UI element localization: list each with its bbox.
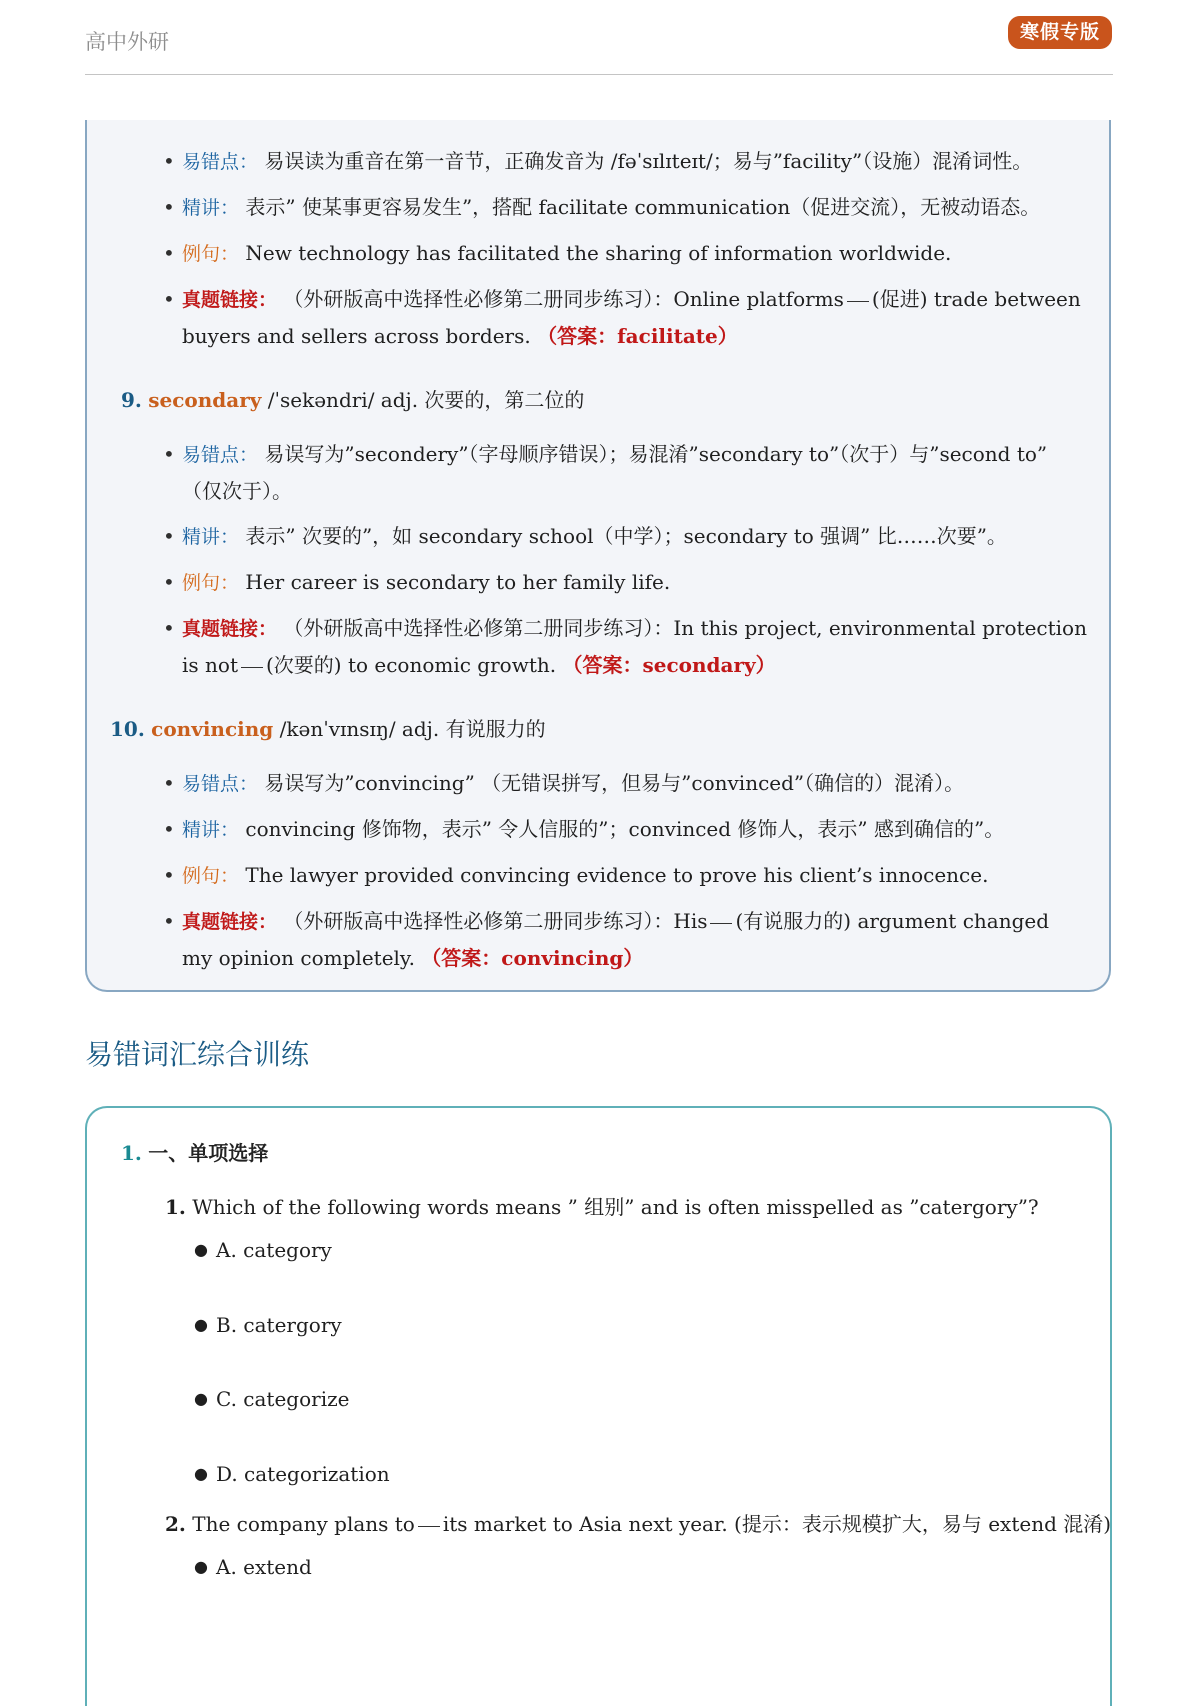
answer-text: （答案：facilitate） xyxy=(537,324,738,348)
entry10-exam-link: • 真题链接： （外研版高中选择性必修第二册同步练习）：His (有说服力的) argument changed my opinion completely. （答案：convincing） xyxy=(163,909,1050,970)
entry8-pitfall: • 易错点： 易误读为重音在第一音节，正确发音为 /fəˈsɪlɪteɪt/；易与”facility”（设施）混淆词性。 xyxy=(163,149,1033,173)
q1-option-d[interactable]: ● D. categorization xyxy=(194,1462,390,1486)
entry9-headword: 9. secondary /ˈsekəndri/ adj. 次要的，第二位的 xyxy=(121,388,585,412)
answer-text: （答案：secondary） xyxy=(562,653,776,677)
q1-option-c[interactable]: ● C. categorize xyxy=(194,1387,350,1411)
answer-blank xyxy=(418,1526,440,1527)
entry8-example: • 例句： New technology has facilitated the sharing of information worldwide. xyxy=(163,241,952,265)
question-2: 2. The company plans to its market to Asia next year. (提示：表示规模扩大，易与 extend 混淆) xyxy=(165,1512,1112,1536)
answer-blank xyxy=(710,923,732,924)
entry8-explain: • 精讲： 表示” 使某事更容易发生”，搭配 facilitate communication（促进交流），无被动语态。 xyxy=(163,195,1041,219)
answer-blank xyxy=(847,301,869,302)
header-divider xyxy=(85,74,1113,75)
q2-option-a[interactable]: ● A. extend xyxy=(194,1555,312,1579)
q1-option-a[interactable]: ● A. category xyxy=(194,1238,332,1262)
question-1: 1. Which of the following words means ” 组别” and is often misspelled as ”catergory”? xyxy=(165,1195,1039,1219)
section-title: 易错词汇综合训练 xyxy=(85,1038,310,1071)
entry10-explain: • 精讲： convincing 修饰物，表示” 令人信服的”；convinced 修饰人，表示” 感到确信的”。 xyxy=(163,817,1005,841)
entry10-example: • 例句： The lawyer provided convincing evidence to prove his client’s innocence. xyxy=(163,863,989,887)
answer-text: （答案：convincing） xyxy=(421,946,644,970)
edition-badge: 寒假专版 xyxy=(1008,16,1112,49)
entry9-explain: • 精讲： 表示” 次要的”，如 secondary school（中学）；secondary to 强调” 比……次要”。 xyxy=(163,524,1007,548)
entry10-pitfall: • 易错点： 易误写为”convincing” （无错误拼写，但易与”convinced”（确信的）混淆）。 xyxy=(163,771,965,795)
header-title: 高中外研 xyxy=(85,30,169,54)
q1-option-b[interactable]: ● B. catergory xyxy=(194,1313,342,1337)
entry9-example: • 例句： Her career is secondary to her family life. xyxy=(163,570,671,594)
entry10-headword: 10. convincing /kənˈvɪnsɪŋ/ adj. 有说服力的 xyxy=(110,717,546,741)
entry8-exam-link: • 真题链接： （外研版高中选择性必修第二册同步练习）：Online platforms (促进) trade between buyers and sellers across borders. （答案：facilitate） xyxy=(163,287,1081,348)
quiz-heading: 1. 一、单项选择 xyxy=(121,1141,269,1165)
entry9-exam-link: • 真题链接： （外研版高中选择性必修第二册同步练习）：In this project, environmental protection is not (次要的) to economic growth. （答案：secondary） xyxy=(163,616,1087,677)
answer-blank xyxy=(241,667,263,668)
entry9-pitfall: • 易错点： 易误写为”secondery”（字母顺序错误）；易混淆”secondary to”（次于）与”second to” （仅次于）。 xyxy=(163,442,1048,503)
